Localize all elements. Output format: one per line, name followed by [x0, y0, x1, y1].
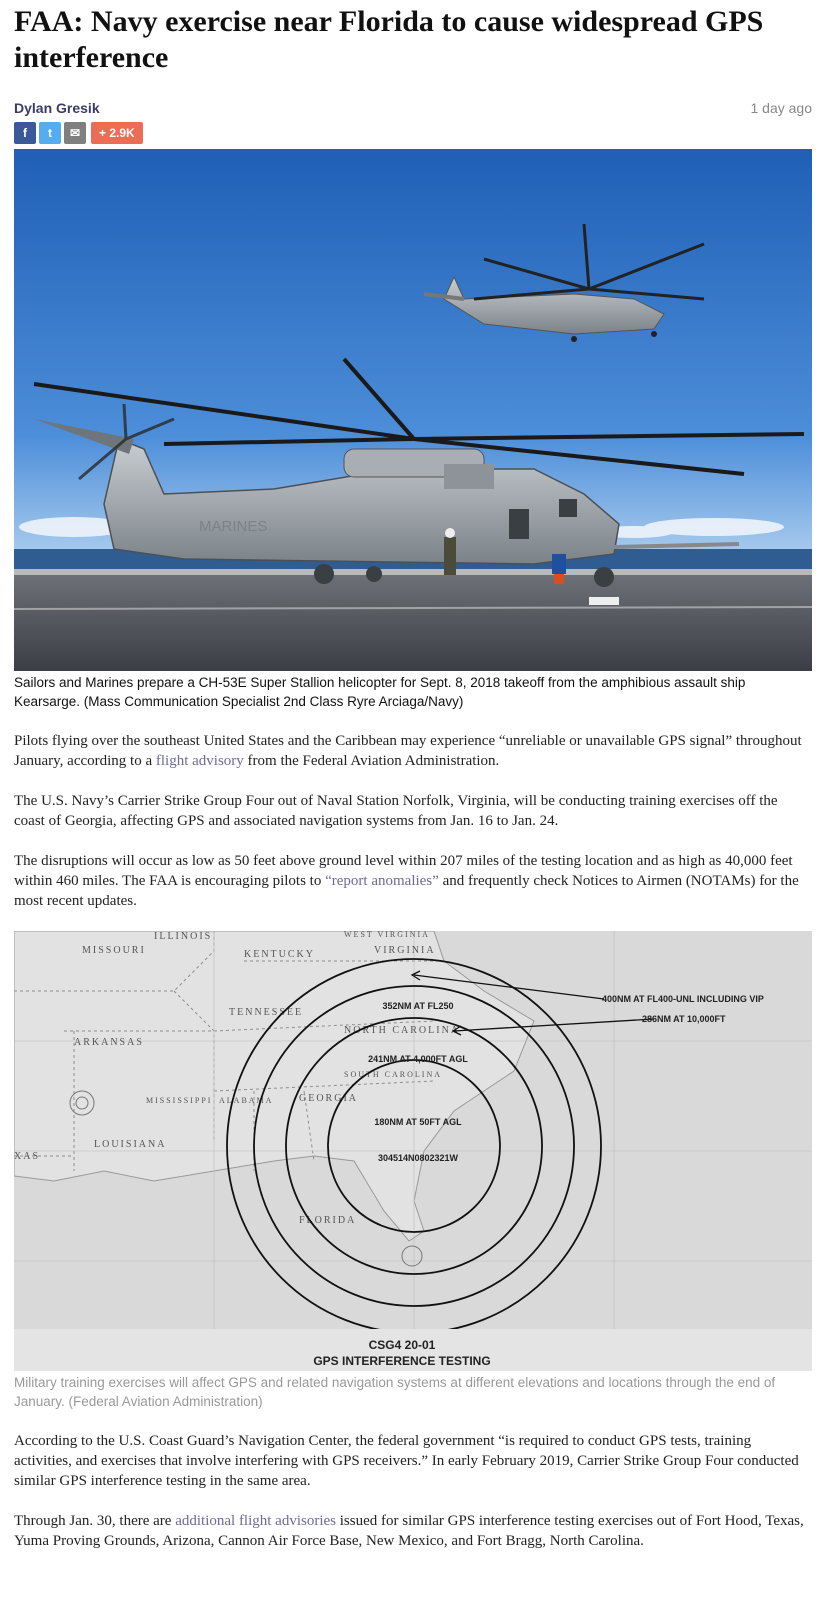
report-anomalies-link[interactable]: “report anomalies” [325, 873, 439, 889]
center-coordinate: 304514N0802321W [377, 1153, 459, 1163]
byline [14, 100, 812, 116]
state-label: KENTUCKY [244, 949, 315, 960]
state-label: VIRGINIA [374, 945, 436, 956]
state-label: XAS [14, 1151, 41, 1162]
paragraph-3: The disruptions will occur as low as 50 feet above ground level within 207 miles of the testing location and as high as 40,000 feet within 460 miles. The FAA is encouraging pilots to “report anomalies” and frequently check Notices to Airmen (NOTAMs) for the most recent updates. [14, 853, 799, 909]
flight-deck [14, 569, 812, 671]
share-count-button[interactable]: + 2.9K [91, 122, 143, 144]
gps-interference-map [14, 931, 812, 1371]
paragraph-4: According to the U.S. Coast Guard’s Navigation Center, the federal government “is required to conduct GPS tests, training activities, and exercises that involve interfering with GPS receivers.” In early February 2019, Carrier Strike Group Four conducted similar GPS interference testing in the same area. [14, 1433, 799, 1489]
state-label: LOUISIANA [94, 1139, 167, 1150]
state-label: FLORIDA [299, 1215, 357, 1226]
author-link[interactable]: Dylan Gresik [14, 100, 100, 116]
article-title: FAA: Navy exercise near Florida to cause widespread GPS interference [14, 5, 764, 74]
callout-label: 286NM AT 10,000FT [642, 1014, 726, 1024]
state-label: MISSISSIPPI [146, 1096, 213, 1105]
state-label: ARKANSAS [74, 1037, 144, 1048]
state-label: ALABAMA [219, 1096, 274, 1105]
facebook-icon: f [23, 126, 27, 140]
state-label: TENNESSEE [229, 1007, 304, 1018]
facebook-share-button[interactable] [14, 122, 36, 144]
twitter-icon: t [48, 126, 52, 140]
paragraph-1: Pilots flying over the southeast United States and the Caribbean may experience “unreliable or unavailable GPS signal” throughout January, according to a flight advisory from the Federal Aviation Administration. [14, 733, 802, 769]
article [14, 0, 812, 1551]
state-label: SOUTH CAROLINA [344, 1070, 442, 1079]
state-label: MISSOURI [82, 945, 146, 956]
hero-photo [14, 149, 812, 671]
callout-label: 400NM AT FL400-UNL INCLUDING VIP [602, 994, 764, 1004]
additional-advisories-link[interactable]: additional flight advisories [175, 1513, 337, 1529]
twitter-share-button[interactable] [39, 122, 61, 144]
flight-advisory-link[interactable]: flight advisory [155, 753, 244, 769]
ring-label: 352NM AT FL250 [382, 1001, 454, 1011]
state-label: GEORGIA [299, 1093, 358, 1104]
marines-fuselage-text: MARINES [199, 518, 268, 535]
map-caption: Military training exercises will affect GPS and related navigation systems at different elevations and locations through the end of January. (Federal Aviation Administration) [14, 1375, 776, 1409]
ring-label: 180NM AT 50FT AGL [374, 1117, 462, 1127]
state-label: ILLINOIS [154, 931, 213, 942]
share-bar [14, 122, 812, 144]
map-title-line-1: CSG4 20-01 [368, 1338, 436, 1352]
ring-label: 241NM AT 4,000FT AGL [368, 1054, 468, 1064]
state-label: WEST VIRGINIA [344, 931, 430, 939]
email-icon: ✉ [69, 126, 81, 140]
email-share-button[interactable] [64, 122, 86, 144]
map-title-line-2: GPS INTERFERENCE TESTING [313, 1354, 491, 1368]
state-label: NORTH CAROLINA [344, 1025, 461, 1036]
photo-caption: Sailors and Marines prepare a CH-53E Super Stallion helicopter for Sept. 8, 2018 takeoff from the amphibious assault ship Kearsarge. (Mass Communication Specialist 2nd Class Ryre Arciaga/Navy) [14, 675, 746, 709]
paragraph-5: Through Jan. 30, there are additional flight advisories issued for similar GPS interference testing exercises out of Fort Hood, Texas, Yuma Proving Grounds, Arizona, Cannon Air Force Base, New Mexico, and Fort Bragg, North Carolina. [14, 1513, 804, 1549]
paragraph-2: The U.S. Navy’s Carrier Strike Group Four out of Naval Station Norfolk, Virginia, will be conducting training exercises off the coast of Georgia, affecting GPS and associated navigation systems from Jan. 16 to Jan. 24. [14, 793, 778, 829]
timestamp: 1 day ago [750, 100, 812, 116]
